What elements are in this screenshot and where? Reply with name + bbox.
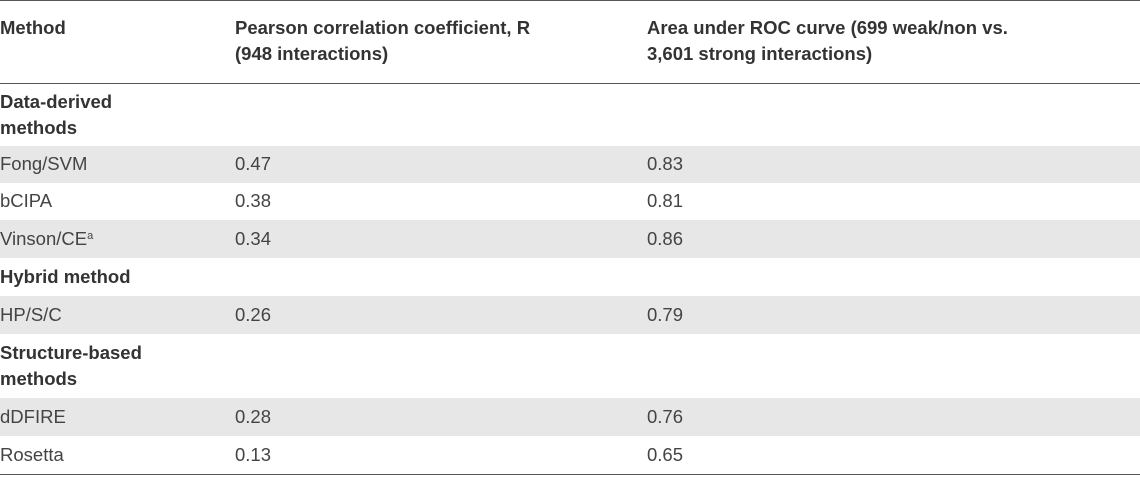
pearson-cell: 0.13 xyxy=(235,444,272,465)
group-row-data-derived xyxy=(0,84,1140,146)
group-label-line1: Structure-based xyxy=(0,342,142,363)
auc-cell: 0.76 xyxy=(647,406,684,427)
header-auc-line1: Area under ROC curve (699 weak/non vs. xyxy=(647,17,1008,38)
table-row xyxy=(0,436,1140,474)
header-method: Method xyxy=(0,17,66,38)
group-row-hybrid xyxy=(0,258,1140,296)
table-header xyxy=(0,0,1140,84)
bottom-rule xyxy=(0,474,1140,475)
header-auc xyxy=(647,15,1127,67)
method-cell: HP/S/C xyxy=(0,304,62,325)
header-pearson-line1: Pearson correlation coefficient, R xyxy=(235,17,531,38)
table-row xyxy=(0,296,1140,334)
group-row-structure-based xyxy=(0,334,1140,398)
table-row xyxy=(0,183,1140,220)
pearson-cell: 0.47 xyxy=(235,153,272,174)
auc-cell: 0.79 xyxy=(647,304,684,325)
pearson-cell: 0.38 xyxy=(235,190,272,211)
method-cell: Rosetta xyxy=(0,444,64,465)
method-cell: Fong/SVM xyxy=(0,153,88,174)
method-name: Vinson/CE xyxy=(0,228,88,249)
header-pearson-line2: (948 interactions) xyxy=(235,43,389,64)
header-auc-line2: 3,601 strong interactions) xyxy=(647,43,873,64)
table-row xyxy=(0,398,1140,436)
pearson-cell: 0.28 xyxy=(235,406,272,427)
group-label-line2: methods xyxy=(0,117,78,138)
group-label-data-derived xyxy=(0,89,200,141)
footnote-marker: a xyxy=(87,230,94,242)
auc-cell: 0.83 xyxy=(647,153,684,174)
table-row xyxy=(0,220,1140,258)
method-cell xyxy=(0,226,93,252)
group-label-structure-based xyxy=(0,340,200,392)
pearson-cell: 0.26 xyxy=(235,304,272,325)
group-label-line1: Data-derived xyxy=(0,91,113,112)
header-pearson xyxy=(235,15,635,67)
method-cell: bCIPA xyxy=(0,190,53,211)
table-row xyxy=(0,146,1140,183)
auc-cell: 0.81 xyxy=(647,190,684,211)
group-label-line2: methods xyxy=(0,368,78,389)
auc-cell: 0.65 xyxy=(647,444,684,465)
auc-cell: 0.86 xyxy=(647,228,684,249)
group-label-hybrid: Hybrid method xyxy=(0,266,131,287)
pearson-cell: 0.34 xyxy=(235,228,272,249)
method-cell: dDFIRE xyxy=(0,406,66,427)
